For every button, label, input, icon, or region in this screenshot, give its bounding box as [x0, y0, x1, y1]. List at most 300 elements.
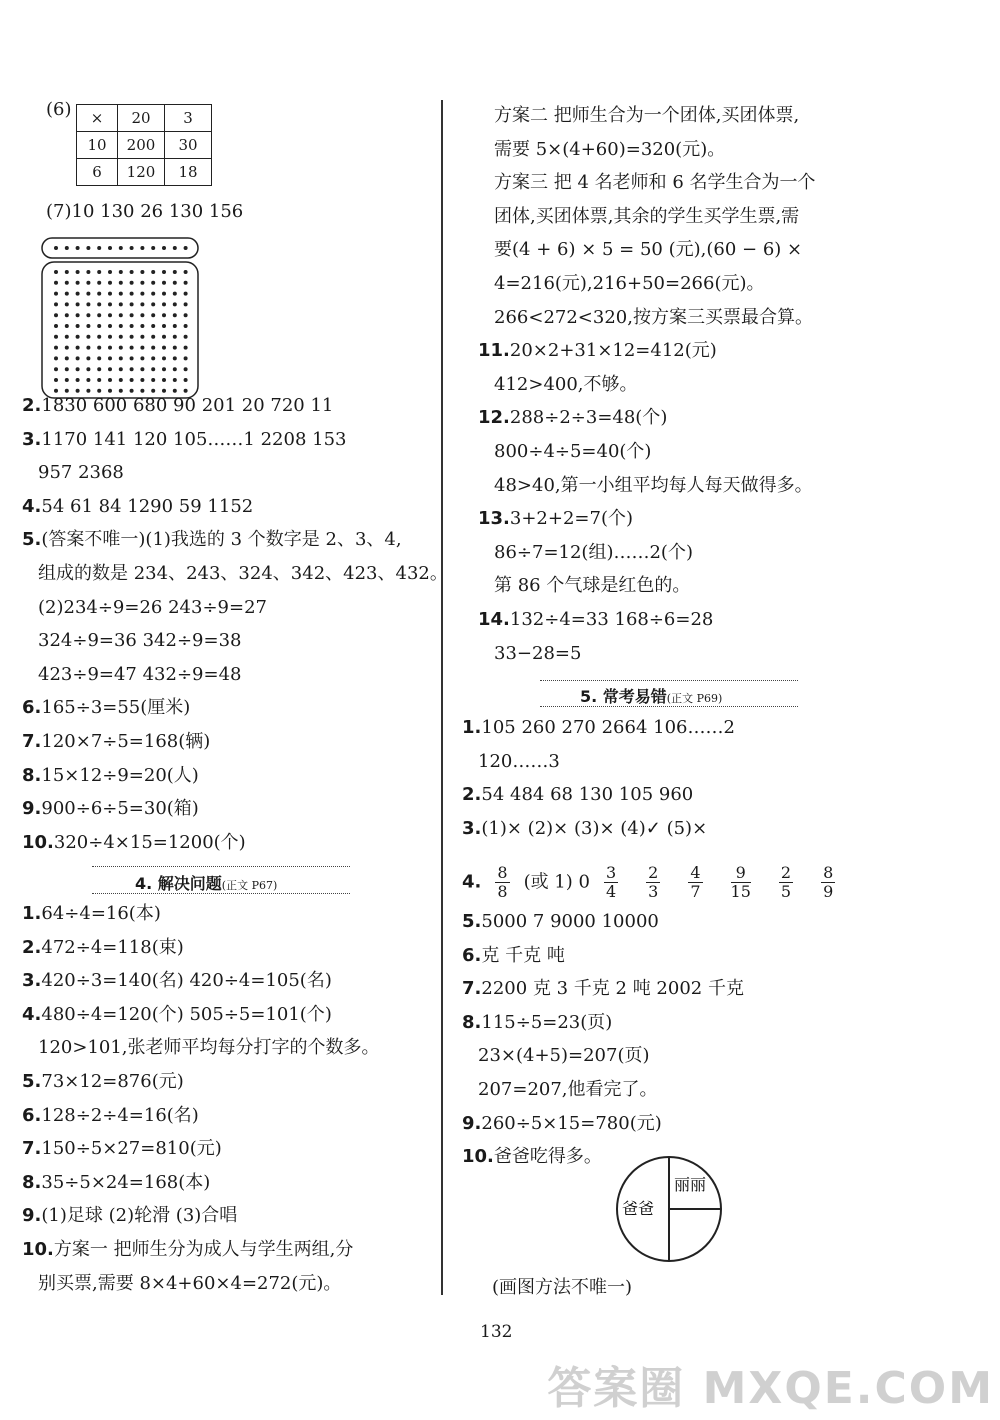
dot [86, 378, 90, 382]
dot [119, 302, 123, 306]
pie-label-lili: 丽丽 [674, 1175, 707, 1194]
item-number: 14. [478, 609, 510, 630]
dot [65, 346, 69, 350]
item-number: 3. [462, 817, 482, 839]
section-4-title: 4. 解决问题 [135, 874, 222, 893]
dot [140, 356, 144, 360]
section-divider [540, 706, 798, 707]
dot [119, 270, 123, 274]
answer-text: 800÷4÷5=40(个) [494, 441, 652, 462]
item-number: 13. [478, 508, 510, 530]
dot [119, 346, 123, 350]
dot [97, 270, 101, 274]
dot [108, 346, 112, 350]
dot [97, 246, 101, 250]
fraction-note: (或 1) 0 [523, 871, 590, 893]
answer-text: 105 260 270 2664 106……2 [481, 717, 735, 738]
answer-text: (1)× (2)× (3)× (4)✓ (5)× [481, 817, 708, 839]
dot [151, 270, 155, 274]
answer-line [478, 608, 713, 632]
item-number: 10. [462, 1146, 494, 1168]
section-divider [540, 680, 798, 681]
dot [162, 313, 166, 317]
answer-line [478, 339, 717, 363]
dot [162, 335, 166, 339]
item6-label: (6) [46, 99, 72, 120]
answer-text: 爸爸吃得多。 [493, 1146, 602, 1168]
dot [130, 324, 134, 328]
table-cell: 3 [165, 105, 212, 132]
dot [65, 270, 69, 274]
answer-text: 需要 5×(4+60)=320(元)。 [494, 138, 726, 160]
answer-line [478, 406, 667, 430]
dot [173, 335, 177, 339]
section-divider [92, 893, 350, 894]
dot [184, 335, 188, 339]
dot [86, 389, 90, 393]
answer-line [22, 1104, 199, 1128]
dot [151, 367, 155, 371]
dot [140, 389, 144, 393]
answer-text: 120×7÷5=168(辆) [41, 731, 211, 752]
dot [184, 302, 188, 306]
dot [97, 335, 101, 339]
dot [140, 335, 144, 339]
dot [76, 346, 80, 350]
answer-line [22, 394, 333, 418]
multiplication-table [76, 104, 212, 186]
answer-text: 组成的数是 234、243、324、342、423、432。 [38, 563, 448, 584]
dot [162, 324, 166, 328]
dot [76, 292, 80, 296]
dot [130, 356, 134, 360]
answer-text: 900÷6÷5=30(箱) [41, 798, 199, 820]
dot [108, 246, 112, 250]
fraction-denominator: 5 [780, 882, 792, 901]
item-number: 10. [22, 831, 54, 853]
fraction-numerator: 8 [497, 863, 508, 882]
dot [86, 292, 90, 296]
dot [76, 356, 80, 360]
answer-text: 别买票,需要 8×4+60×4=272(元)。 [38, 1272, 342, 1294]
dot [151, 356, 155, 360]
dot [119, 356, 123, 360]
dot [97, 378, 101, 382]
answer-text: 克 千克 吨 [481, 944, 565, 966]
dot [86, 313, 90, 317]
answer-text: 第 86 个气球是红色的。 [494, 575, 691, 597]
dot [108, 367, 112, 371]
dot [54, 335, 58, 339]
answer-line [22, 936, 184, 960]
answer-text: 4=216(元),216+50=266(元)。 [494, 273, 765, 294]
answer-text: 120>101,张老师平均每分打字的个数多。 [38, 1037, 380, 1059]
item-number: 9. [462, 1112, 482, 1134]
dot [97, 292, 101, 296]
fraction-numerator: 8 [823, 863, 834, 882]
answer-text: 48>40,第一小组平均每人每天做得多。 [494, 474, 813, 496]
dot [130, 281, 134, 285]
answer-line [494, 642, 581, 666]
answer-text: 方案二 把师生合为一个团体,买团体票, [494, 105, 800, 126]
table-cell: 6 [77, 159, 118, 186]
dot [108, 302, 112, 306]
dot [140, 292, 144, 296]
answer-line [462, 910, 659, 934]
dot [151, 389, 155, 393]
answer-text: 120……3 [478, 750, 560, 772]
dot [54, 302, 58, 306]
answer-line [22, 1070, 184, 1094]
answer-text: 团体,买团体票,其余的学生买学生票,需 [494, 205, 800, 227]
answer-text: 1830 600 680 90 201 20 720 11 [41, 395, 334, 416]
fraction-denominator: 8 [497, 882, 508, 901]
answer-line [494, 171, 816, 195]
dot [97, 346, 101, 350]
dot [108, 356, 112, 360]
answer-text: 15×12÷9=20(人) [41, 764, 199, 786]
dot [108, 378, 112, 382]
dot [86, 281, 90, 285]
dot [108, 292, 112, 296]
answer-line [22, 831, 246, 855]
dot [184, 367, 188, 371]
dot [173, 356, 177, 360]
dot [184, 356, 188, 360]
dot [162, 246, 166, 250]
dot [65, 367, 69, 371]
dot [86, 367, 90, 371]
item-number: 7. [22, 731, 42, 752]
column-divider [441, 100, 443, 1295]
answer-line [462, 977, 744, 1001]
answer-text: 33−28=5 [494, 642, 582, 664]
dot [184, 292, 188, 296]
page-number: 132 [480, 1322, 513, 1342]
answer-line [462, 1145, 602, 1169]
dot [151, 313, 155, 317]
dot [54, 356, 58, 360]
answer-text: 472÷4=118(束) [41, 936, 184, 958]
dot [173, 378, 177, 382]
answer-line [478, 1078, 658, 1102]
watermark: 答案圈 MXQE.COM [547, 1363, 994, 1414]
answer-line [22, 528, 402, 552]
dot [54, 292, 58, 296]
dot [162, 346, 166, 350]
dot [86, 270, 90, 274]
item7-line: (7)10 130 26 130 156 [46, 201, 244, 222]
answer-line [494, 104, 799, 128]
item-number: 4. [22, 495, 42, 517]
answer-line [22, 797, 199, 821]
answer-text: 266<272<320,按方案三买票最合算。 [494, 306, 813, 328]
dot [130, 346, 134, 350]
dot [97, 324, 101, 328]
answer-text: 150÷5×27=810(元) [41, 1138, 222, 1160]
answer-line [494, 474, 813, 498]
dot [76, 246, 80, 250]
dot [86, 324, 90, 328]
item-number: 6. [22, 1104, 42, 1126]
dot [65, 378, 69, 382]
dot [86, 356, 90, 360]
item-number: 3. [22, 970, 42, 992]
dot [140, 324, 144, 328]
dot [97, 281, 101, 285]
fraction [495, 864, 509, 901]
dot [140, 313, 144, 317]
dot [173, 313, 177, 317]
dot [173, 281, 177, 285]
dot [54, 270, 58, 274]
answer-line [22, 902, 161, 926]
answer-line [22, 1204, 237, 1228]
dot [140, 367, 144, 371]
answer-line [22, 495, 253, 519]
answer-line [22, 764, 199, 788]
section-5-heading [580, 684, 722, 707]
dot [119, 281, 123, 285]
item-number: 2. [462, 784, 482, 806]
fraction-denominator: 4 [605, 882, 617, 901]
answer-line [462, 783, 693, 807]
dot [76, 324, 80, 328]
dot [86, 335, 90, 339]
dot [173, 324, 177, 328]
fraction [646, 864, 660, 901]
answer-line [38, 562, 448, 586]
fraction-numerator: 2 [780, 863, 792, 882]
dot [162, 292, 166, 296]
dot [173, 367, 177, 371]
dot [173, 246, 177, 250]
table-cell: 30 [165, 132, 212, 159]
answer-line [462, 1011, 612, 1035]
answer-line [22, 428, 346, 452]
answer-line [462, 716, 735, 740]
dot [119, 246, 123, 250]
dot [54, 346, 58, 350]
dot [162, 281, 166, 285]
dot [65, 356, 69, 360]
fraction [604, 864, 618, 901]
answer-line [478, 750, 560, 774]
dot [162, 302, 166, 306]
answer-line [38, 461, 124, 485]
answer-line [22, 730, 210, 754]
answer-text: 1170 141 120 105……1 2208 153 [41, 428, 347, 450]
answer-line [494, 205, 799, 229]
answer-line [494, 574, 690, 598]
dot [86, 302, 90, 306]
answer-text: (1)足球 (2)轮滑 (3)合唱 [41, 1205, 238, 1227]
dot [151, 335, 155, 339]
dot [162, 378, 166, 382]
answer-line [478, 507, 633, 531]
item-number: 7. [22, 1138, 42, 1160]
fraction [688, 864, 702, 901]
answer-text: 方案一 把师生分为成人与学生两组,分 [53, 1239, 354, 1260]
answer-text: 420÷3=140(名) 420÷4=105(名) [41, 970, 332, 992]
answer-line [494, 373, 638, 397]
section-4-ref: (正文 P67) [221, 879, 278, 892]
answer-text: 54 484 68 130 105 960 [481, 784, 694, 806]
dot [76, 367, 80, 371]
fraction-numerator: 9 [731, 864, 751, 883]
dot [65, 281, 69, 285]
answer-line [494, 138, 725, 162]
answer-line [494, 541, 693, 565]
fraction-numerator: 2 [648, 863, 659, 882]
answer-line [22, 1003, 332, 1027]
answer-line [478, 1044, 650, 1068]
item-number: 12. [478, 407, 510, 429]
answer-line [494, 238, 802, 262]
item-number: 5. [462, 911, 482, 932]
dot [54, 281, 58, 285]
dot [97, 356, 101, 360]
dot [130, 302, 134, 306]
dot [184, 313, 188, 317]
answer-line [22, 1171, 210, 1195]
dot [65, 292, 69, 296]
answer-text: 412>400,不够。 [494, 373, 638, 395]
dot [130, 313, 134, 317]
dot [108, 313, 112, 317]
dot [54, 378, 58, 382]
item-number: 3. [22, 428, 42, 450]
item-number: 7. [462, 978, 482, 1000]
dot [184, 281, 188, 285]
fraction-denominator: 3 [648, 882, 659, 901]
answer-text: 方案三 把 4 名老师和 6 名学生合为一个 [494, 172, 816, 194]
section-4-heading [135, 871, 277, 894]
dot [140, 302, 144, 306]
dot [151, 246, 155, 250]
dot [151, 378, 155, 382]
answer-line [38, 596, 267, 620]
fraction [821, 864, 835, 901]
dot [119, 367, 123, 371]
dot [130, 367, 134, 371]
answer-text: 23×(4+5)=207(页) [478, 1045, 650, 1067]
dot [76, 378, 80, 382]
dot [151, 346, 155, 350]
dot [173, 270, 177, 274]
answer-line [38, 1272, 341, 1296]
answer-text: 3+2+2=7(个) [509, 508, 633, 530]
answer-line [462, 1112, 662, 1136]
answer-line [494, 272, 764, 296]
dot-array-diagram [40, 236, 202, 400]
answer-text: 132÷4=33 168÷6=28 [509, 609, 714, 630]
dot [65, 389, 69, 393]
item-number: 9. [22, 798, 42, 820]
item-number: 5. [22, 529, 42, 551]
item-number: 8. [22, 764, 42, 786]
dot [108, 270, 112, 274]
section-divider [92, 866, 350, 867]
table-cell: 120 [118, 159, 165, 186]
item-number: 10. [22, 1239, 54, 1260]
dot [173, 302, 177, 306]
item-number: 8. [462, 1011, 482, 1033]
dot [108, 389, 112, 393]
dot [140, 378, 144, 382]
dot [162, 389, 166, 393]
dot [76, 281, 80, 285]
answer-text: 86÷7=12(组)……2(个) [494, 541, 693, 563]
dot [76, 270, 80, 274]
answer-text: 要(4 + 6) × 5 = 50 (元),(60 − 6) × [494, 239, 803, 261]
pie-diagram [614, 1154, 724, 1264]
answer-text: 207=207,他看完了。 [478, 1079, 658, 1100]
answer-text: 5000 7 9000 10000 [481, 911, 659, 932]
fraction-denominator: 15 [730, 882, 751, 901]
dot [130, 335, 134, 339]
item-number: 2. [22, 395, 42, 416]
dot [97, 313, 101, 317]
dot [65, 324, 69, 328]
item-number: 4. [22, 1003, 42, 1025]
item-number: 5. [22, 1071, 42, 1092]
table-cell: 18 [165, 159, 212, 186]
dot [140, 346, 144, 350]
drawing-note: (画图方法不唯一) [492, 1277, 633, 1298]
table-cell: 20 [118, 105, 165, 132]
table-cell: × [77, 105, 118, 132]
dot [54, 313, 58, 317]
answer-text: 64÷4=16(本) [41, 903, 161, 924]
answer-text: 423÷9=47 432÷9=48 [38, 663, 242, 685]
answer-text: 20×2+31×12=412(元) [509, 340, 717, 362]
dot [140, 270, 144, 274]
item-number: 2. [22, 936, 42, 958]
dot [130, 246, 134, 250]
dot [97, 367, 101, 371]
dot [119, 335, 123, 339]
answer-text: 324÷9=36 342÷9=38 [38, 630, 242, 652]
dot [184, 389, 188, 393]
dot [54, 324, 58, 328]
table-cell: 200 [118, 132, 165, 159]
answer-line [22, 696, 190, 720]
dot [151, 292, 155, 296]
dot [108, 281, 112, 285]
answer-line [38, 663, 241, 687]
dot [119, 313, 123, 317]
fraction-denominator: 9 [823, 882, 834, 901]
dot [119, 378, 123, 382]
fraction-denominator: 7 [690, 882, 701, 901]
answer-line [462, 944, 565, 968]
answer-text: 480÷4=120(个) 505÷5=101(个) [41, 1003, 332, 1025]
item-number: 11. [478, 340, 510, 362]
answer-text: 128÷2÷4=16(名) [41, 1104, 199, 1126]
dot [184, 346, 188, 350]
table-cell: 10 [77, 132, 118, 159]
dot [86, 346, 90, 350]
answer-text: 288÷2÷3=48(个) [509, 407, 668, 429]
answer-line [22, 969, 332, 993]
fraction-numerator: 4 [690, 863, 701, 882]
dot [54, 367, 58, 371]
dot [54, 246, 58, 250]
dot [151, 324, 155, 328]
item-number: 6. [462, 944, 482, 966]
dot [65, 246, 69, 250]
